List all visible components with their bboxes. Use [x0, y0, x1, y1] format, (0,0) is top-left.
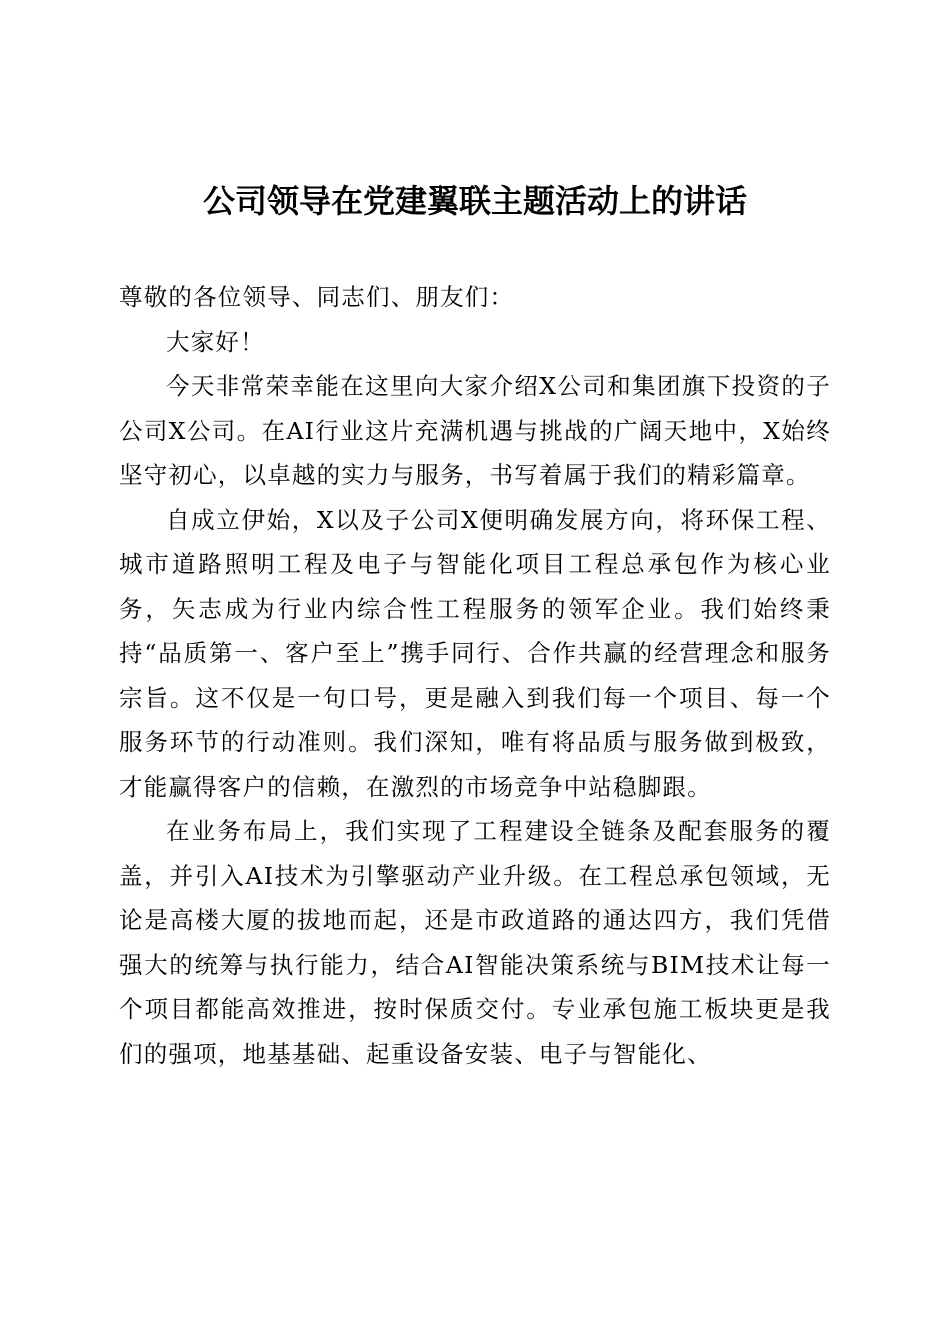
- paragraph-development: 自成立伊始，X以及子公司X便明确发展方向，将环保工程、城市道路照明工程及电子与智能化项目工程总承包作为核心业务，矢志成为行业内综合性工程服务的领军企业。我们始终秉持“品质第一、客户至上”携手同行、合作共赢的经营理念和服务宗旨。这不仅是一句口号，更是融入到我们每一个项目、每一个服务环节的行动准则。我们深知，唯有将品质与服务做到极致，才能赢得客户的信赖，在激烈的市场竞争中站稳脚跟。: [119, 505, 831, 801]
- paragraph-introduction: 今天非常荣幸能在这里向大家介绍X公司和集团旗下投资的子公司X公司。在AI行业这片充满机遇与挑战的广阔天地中，X始终坚守初心，以卓越的实力与服务，书写着属于我们的精彩篇章。: [119, 372, 831, 489]
- paragraph-business-layout: 在业务布局上，我们实现了工程建设全链条及配套服务的覆盖，并引入AI技术为引擎驱动产业升级。在工程总承包领域，无论是高楼大厦的拔地而起，还是市政道路的通达四方，我们凭借强大的统筹与执行能力，结合AI智能决策系统与BIM技术让每一个项目都能高效推进，按时保质交付。专业承包施工板块更是我们的强项，地基基础、起重设备安装、电子与智能化、: [119, 817, 831, 1068]
- document-body: [119, 275, 831, 1076]
- salutation: 尊敬的各位领导、同志们、朋友们：: [119, 283, 515, 311]
- paragraph-greeting: 大家好！: [166, 327, 265, 356]
- document-title: 公司领导在党建翼联主题活动上的讲话: [202, 182, 747, 220]
